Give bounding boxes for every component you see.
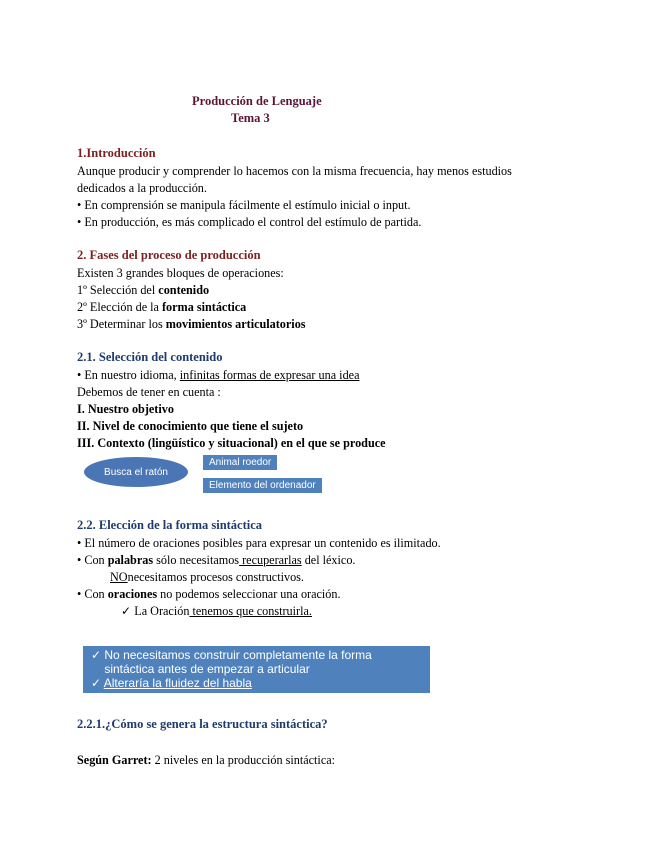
intro-paragraph-line1: Aunque producir y comprender lo hacemos con la misma frecuencia, hay menos estudios (77, 164, 512, 178)
fases-item-1: 1º Selección del contenido (77, 283, 210, 297)
eleccion-bullet-3: • Con oraciones no podemos seleccionar una oración. (77, 587, 341, 601)
section-heading-fases: 2. Fases del proceso de producción (77, 248, 261, 262)
section-heading-estructura: 2.2.1.¿Cómo se genera la estructura sintáctica? (77, 717, 328, 731)
seleccion-bullet-1: • En nuestro idioma, infinitas formas de expresar una idea (77, 368, 360, 382)
fases-item-3: 3º Determinar los movimientos articulatorios (77, 317, 306, 331)
diagram-tag-elemento-ordenador: Elemento del ordenador (203, 478, 322, 493)
seleccion-paragraph: Debemos de tener en cuenta : (77, 385, 221, 399)
callout-line-2: sintáctica antes de empezar a articular (91, 662, 310, 676)
section-heading-seleccion: 2.1. Selección del contenido (77, 350, 223, 364)
intro-paragraph-line2: dedicados a la producción. (77, 181, 207, 195)
check-icon: ✓ (121, 604, 132, 618)
intro-bullet-2: • En producción, es más complicado el control del estímulo de partida. (77, 215, 422, 229)
eleccion-bullet-2: • Con palabras sólo necesitamos recuperarlas del léxico. (77, 553, 356, 567)
diagram-tag-animal-roedor: Animal roedor (203, 455, 277, 470)
eleccion-bullet-2-cont: NOnecesitamos procesos constructivos. (110, 570, 304, 584)
eleccion-check-item: ✓ La Oración tenemos que construirla. (121, 604, 312, 618)
document-subtitle: Tema 3 (231, 111, 270, 125)
seleccion-roman-3: III. Contexto (lingüístico y situacional) en el que se produce (77, 436, 386, 450)
estructura-paragraph: Según Garret: 2 niveles en la producción sintáctica: (77, 753, 336, 767)
seleccion-roman-2: II. Nivel de conocimiento que tiene el sujeto (77, 419, 304, 433)
section-heading-eleccion: 2.2. Elección de la forma sintáctica (77, 518, 263, 532)
diagram-ellipse-busca-raton: Busca el ratón (84, 457, 188, 487)
document-title: Producción de Lenguaje (192, 94, 322, 108)
fases-item-2: 2º Elección de la forma sintáctica (77, 300, 247, 314)
callout-line-3: ✓ Alteraría la fluidez del habla (91, 676, 252, 690)
eleccion-bullet-1: • El número de oraciones posibles para expresar un contenido es ilimitado. (77, 536, 441, 550)
fases-intro: Existen 3 grandes bloques de operaciones: (77, 266, 284, 280)
seleccion-roman-1: I. Nuestro objetivo (77, 402, 174, 416)
check-icon: ✓ (91, 676, 104, 690)
intro-bullet-1: • En comprensión se manipula fácilmente el estímulo inicial o input. (77, 198, 411, 212)
section-heading-intro: 1.Introducción (77, 146, 156, 160)
callout-line-1: ✓ No necesitamos construir completamente la forma (91, 648, 372, 662)
callout-box (83, 646, 430, 693)
